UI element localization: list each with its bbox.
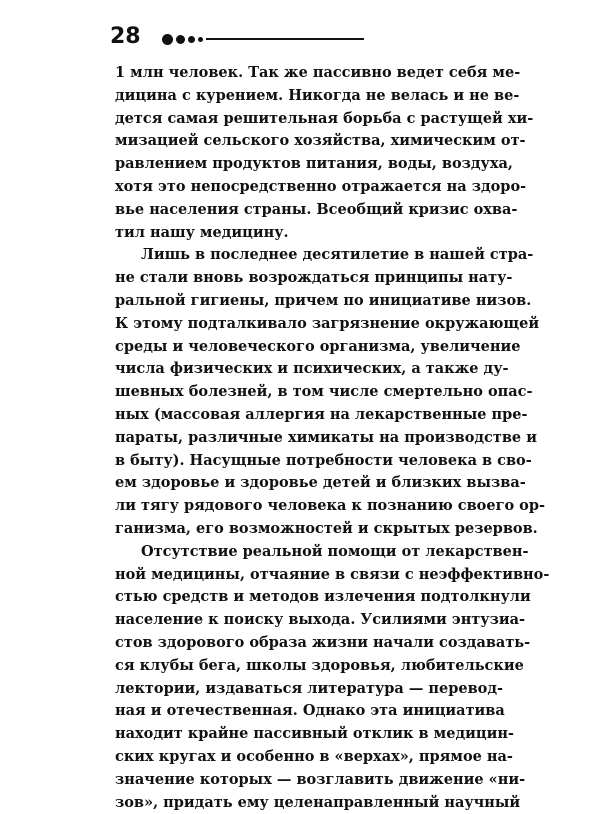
paragraph [115,541,502,814]
text-line: ем здоровье и здоровье детей и близких вызва- [115,472,502,495]
body-text [115,62,502,814]
text-line: 1 млн человек. Так же пассивно ведет себя ме- [115,62,502,85]
text-line: лектории, издаваться литература — перевод- [115,678,502,701]
text-line: зов», придать ему целенаправленный научный [115,792,502,814]
text-line: ральной гигиены, причем по инициативе низов. [115,290,502,313]
text-line: хотя это непосредственно отражается на здоро- [115,176,502,199]
ornament-dot [162,34,173,45]
text-line: значение которых — возглавить движение «ни- [115,769,502,792]
text-line: ли тягу рядового человека к познанию своего ор- [115,495,502,518]
text-line: тил нашу медицину. [115,222,502,245]
text-line: ских кругах и особенно в «верхах», прямое на- [115,746,502,769]
text-line: ганизма, его возможностей и скрытых резервов. [115,518,502,541]
text-line: не стали вновь возрождаться принципы нату- [115,267,502,290]
text-line: мизацией сельского хозяйства, химическим от- [115,130,502,153]
text-line: дется самая решительная борьба с растущей хи- [115,108,502,131]
paragraph [115,62,502,244]
text-line: числа физических и психических, а также ду- [115,358,502,381]
ornament-dot [198,37,203,42]
text-line: равлением продуктов питания, воды, воздуха, [115,153,502,176]
text-line: шевных болезней, в том числе смертельно опас- [115,381,502,404]
text-line: в быту). Насущные потребности человека в сво- [115,450,502,473]
ornament-dot [176,35,185,44]
text-line: параты, различные химикаты на производстве и [115,427,502,450]
text-line: находит крайне пассивный отклик в медицин- [115,723,502,746]
text-line: К этому подталкивало загрязнение окружающей [115,313,502,336]
text-line: население к поиску выхода. Усилиями энтузиа- [115,609,502,632]
page-header [110,22,370,58]
text-line: вье населения страны. Всеобщий кризис охва- [115,199,502,222]
text-line: стью средств и методов излечения подтолкнули [115,586,502,609]
text-line: ная и отечественная. Однако эта инициатива [115,700,502,723]
paragraph [115,244,502,540]
text-line: Отсутствие реальной помощи от лекарствен- [115,541,502,564]
text-line: среды и человеческого организма, увеличение [115,336,502,359]
text-line: ных (массовая аллергия на лекарственные пре- [115,404,502,427]
header-rule [206,38,364,40]
text-line: ся клубы бега, школы здоровья, любительские [115,655,502,678]
page-number: 28 [110,22,141,52]
text-line: дицина с курением. Никогда не велась и не ве- [115,85,502,108]
text-line: Лишь в последнее десятилетие в нашей стра- [115,244,502,267]
ornament-dot [188,36,195,43]
text-line: стов здорового образа жизни начали создавать- [115,632,502,655]
text-line: ной медицины, отчаяние в связи с неэффективно- [115,564,502,587]
